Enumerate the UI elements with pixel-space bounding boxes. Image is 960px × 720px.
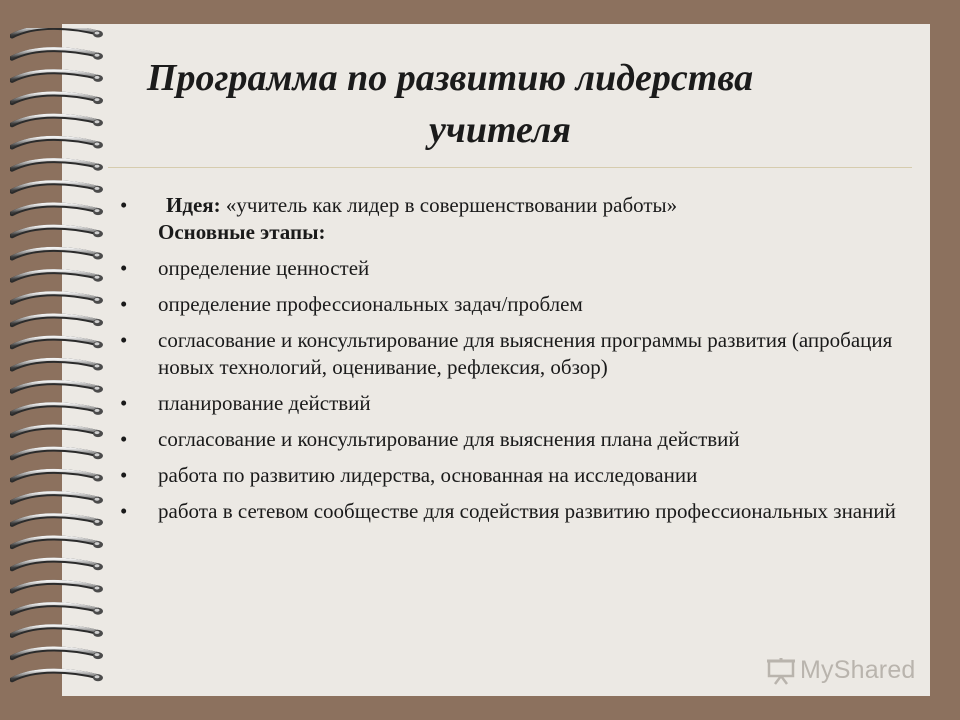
list-item: • планирование действий — [120, 391, 371, 415]
spiral-ring — [12, 493, 103, 504]
spiral-ring — [12, 470, 103, 481]
spiral-ring — [12, 204, 103, 215]
spiral-ring — [12, 49, 103, 60]
stages-label: Основные этапы: — [158, 220, 326, 244]
slide-title — [100, 52, 860, 156]
spiral-ring — [12, 581, 103, 592]
spiral-binding — [10, 28, 105, 698]
bullet-list — [120, 192, 910, 534]
spiral-ring — [12, 448, 103, 459]
spiral-ring — [12, 182, 103, 193]
spiral-ring — [12, 382, 103, 393]
spiral-ring — [12, 93, 103, 104]
spiral-ring — [12, 626, 103, 637]
list-item: • определение ценностей — [120, 256, 370, 280]
spiral-ring — [12, 115, 103, 126]
list-item: • согласование и консультирование для выяснения программы развития (апробация новых технологий, оценивание, рефлексия, обзор) — [120, 328, 893, 379]
list-item: • определение профессиональных задач/проблем — [120, 292, 583, 316]
idea-text: «учитель как лидер в совершенствовании работы» — [220, 193, 678, 217]
spiral-ring — [12, 248, 103, 259]
spiral-ring — [12, 426, 103, 437]
presentation-board-icon — [766, 657, 796, 685]
list-item: • согласование и консультирование для выяснения плана действий — [120, 427, 740, 451]
bullet-dot: • — [120, 256, 128, 280]
bullet-dot: • — [120, 193, 128, 217]
spiral-ring — [12, 515, 103, 526]
idea-label: Идея: — [166, 193, 221, 217]
spiral-ring — [12, 337, 103, 348]
list-item: • работа в сетевом сообществе для содействия развитию профессиональных знаний — [120, 499, 896, 523]
spiral-ring — [12, 293, 103, 304]
bullet-dot: • — [120, 499, 128, 523]
title-divider — [108, 167, 912, 168]
spiral-ring — [12, 226, 103, 237]
spiral-ring — [12, 359, 103, 370]
spiral-ring — [12, 537, 103, 548]
bullet-dot: • — [120, 292, 128, 316]
spiral-ring — [12, 404, 103, 415]
bullet-dot: • — [120, 463, 128, 487]
title-line-2: учителя — [429, 109, 571, 151]
idea-item — [120, 192, 910, 246]
title-line-1: Программа по развитию лидерства — [146, 57, 754, 99]
bullet-dot: • — [120, 328, 128, 352]
spiral-ring — [12, 559, 103, 570]
spiral-ring — [12, 28, 103, 38]
spiral-ring — [12, 160, 103, 171]
spiral-ring — [12, 315, 103, 326]
spiral-ring — [12, 604, 103, 615]
spiral-ring — [12, 271, 103, 282]
list-item: • работа по развитию лидерства, основанная на исследовании — [120, 463, 698, 487]
spiral-ring — [12, 137, 103, 148]
bullet-dot: • — [120, 391, 128, 415]
bullet-dot: • — [120, 427, 128, 451]
watermark-text: MyShared — [800, 656, 916, 684]
spiral-ring — [12, 71, 103, 82]
spiral-ring — [12, 670, 103, 681]
spiral-ring — [12, 648, 103, 659]
watermark — [766, 656, 916, 685]
